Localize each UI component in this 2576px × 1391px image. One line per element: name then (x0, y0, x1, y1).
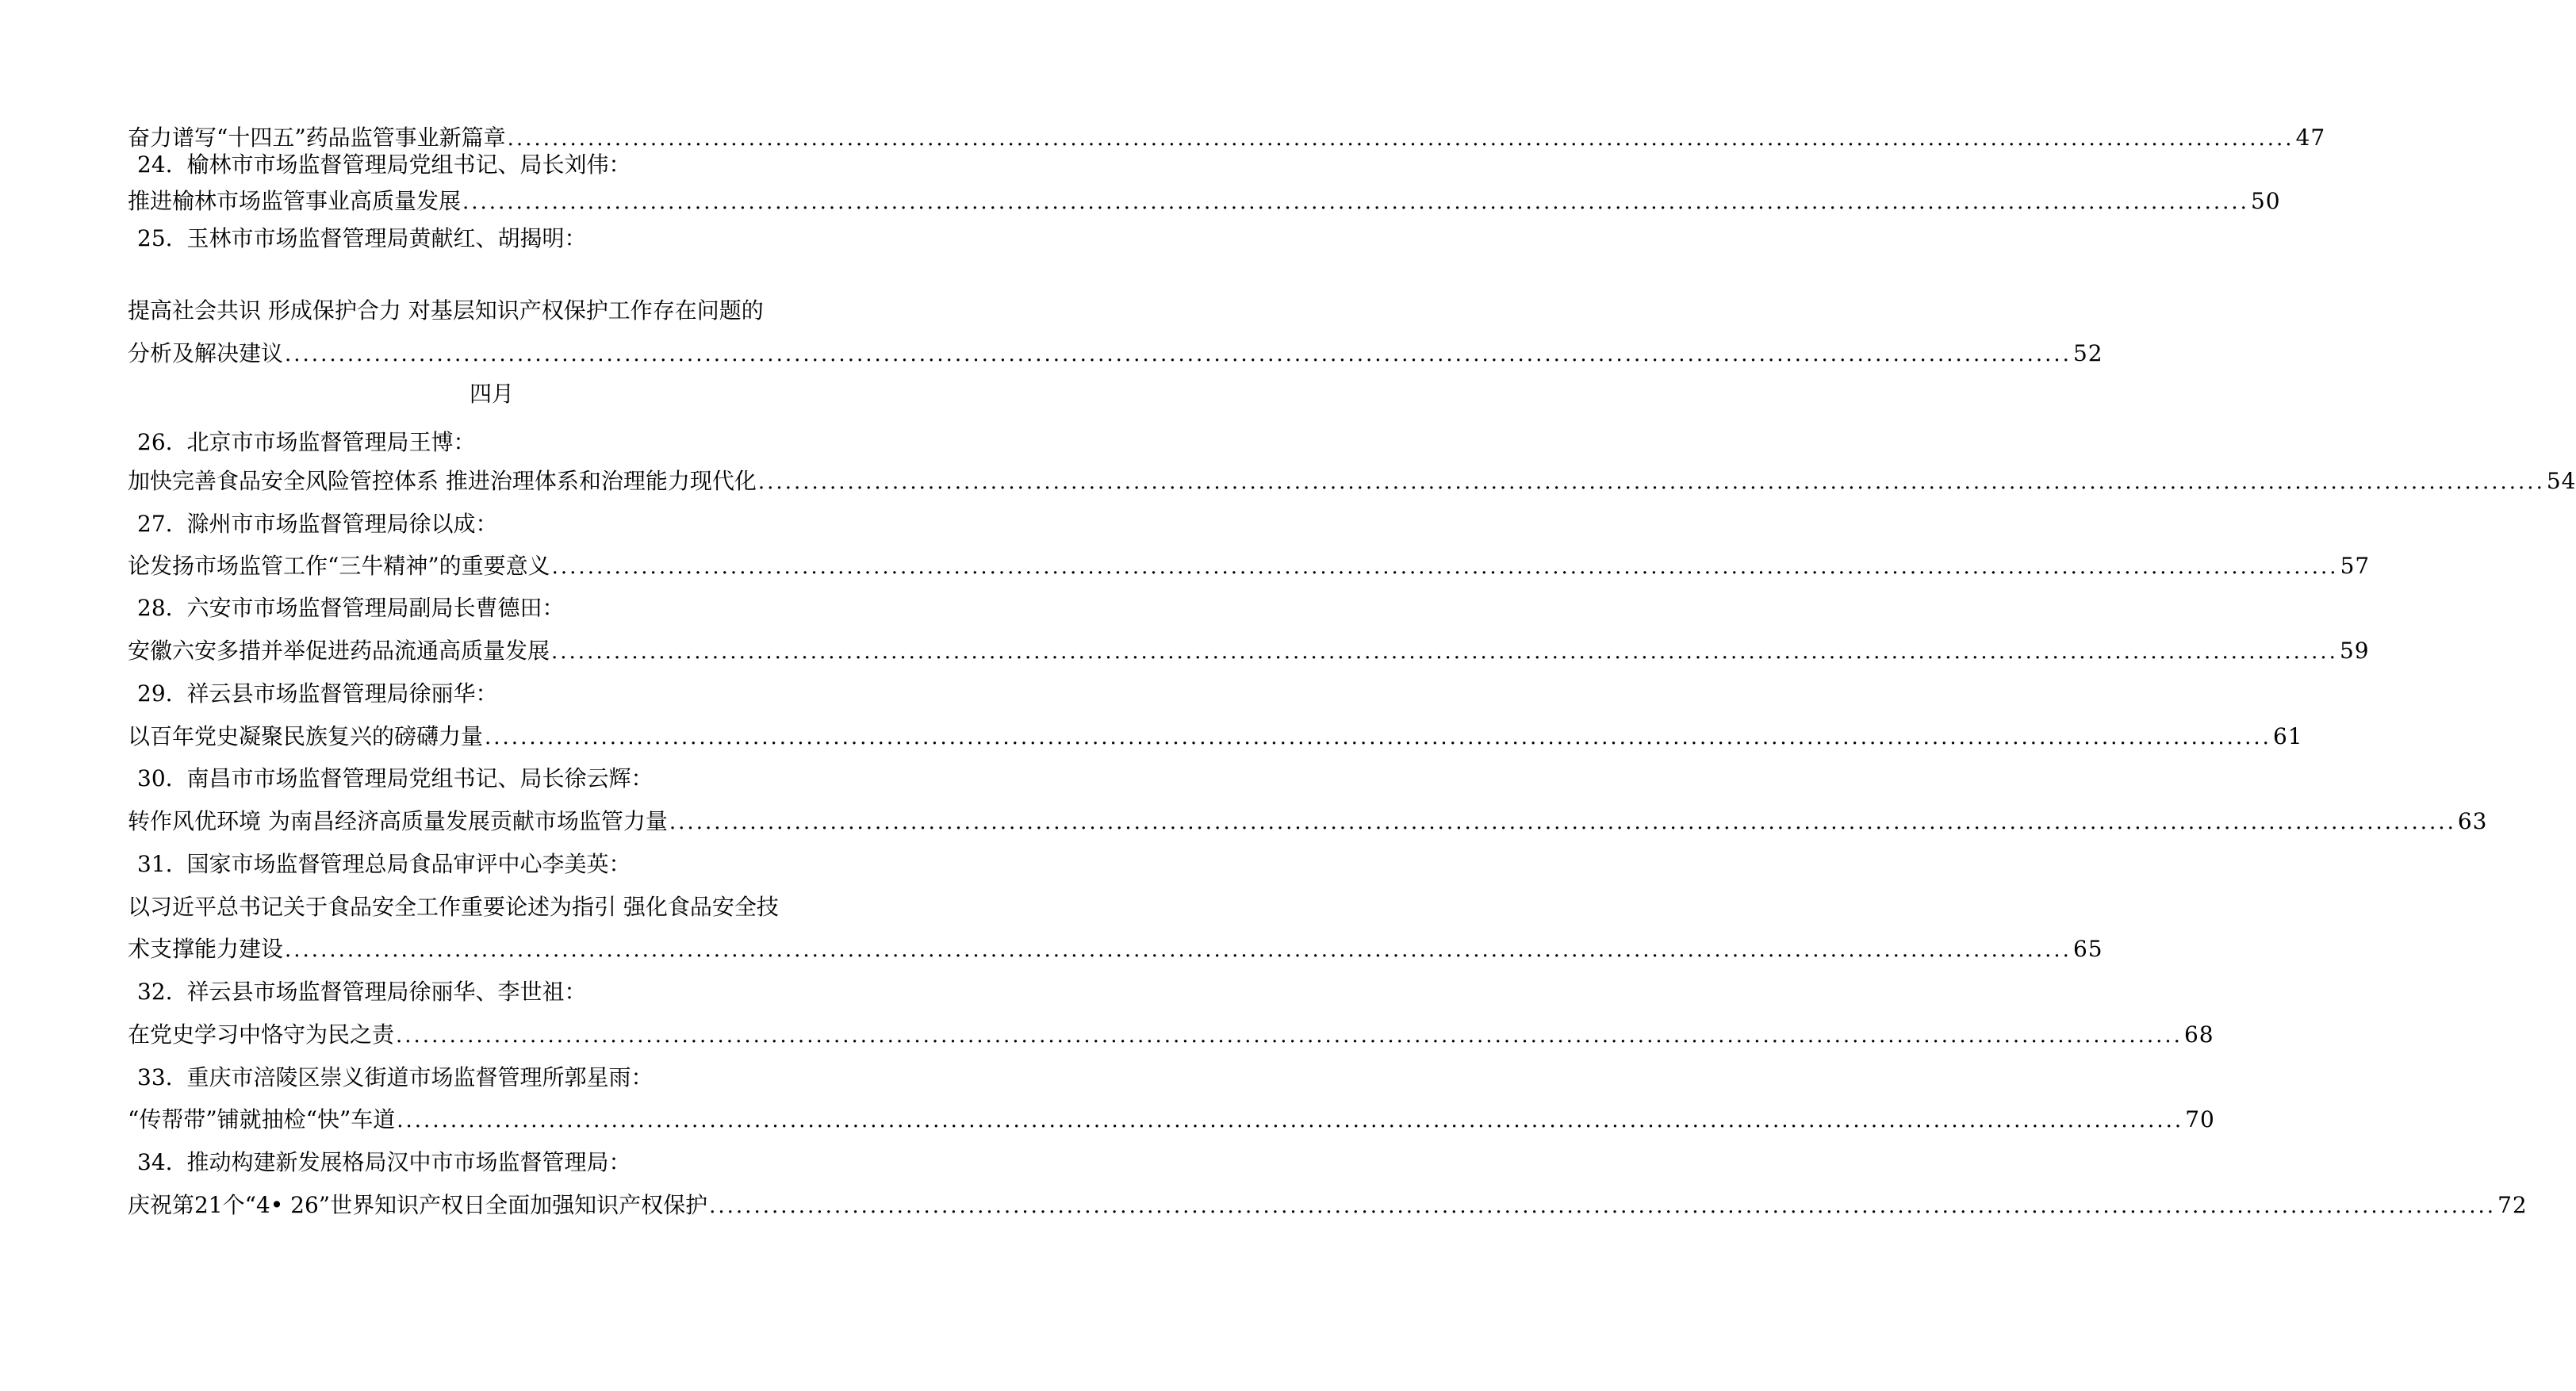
dot-leader: ........................................................................................................................................................................................................ (507, 127, 2294, 151)
page-number: 65 (2072, 936, 2103, 962)
entry-number: 33. (137, 1064, 173, 1090)
dot-leader: ........................................................................................................................................................................................................ (757, 470, 2545, 494)
entry-title: 提高社会共识 形成保护合力 对基层知识产权保护工作存在问题的 (128, 297, 764, 324)
entry-number: 31. (137, 851, 173, 877)
entry-author: 国家市场监督管理总局食品审评中心李美英： (186, 851, 631, 877)
entry-number: 25. (137, 225, 173, 251)
entry-number: 26. (137, 429, 173, 455)
entry-title: 分析及解决建议 (128, 340, 284, 366)
page-number: 59 (2339, 638, 2370, 664)
entry-title: 推进榆林市场监管事业高质量发展 (128, 188, 462, 214)
entry-author: 玉林市市场监督管理局黄献红、胡揭明： (186, 225, 587, 251)
entry-title: 以习近平总书记关于食品安全工作重要论述为指引 强化食品安全技 (128, 894, 779, 920)
toc-entry-title[interactable] (128, 545, 2371, 588)
toc-entry-author (137, 673, 945, 715)
entry-title: 庆祝第21个“4• 26”世界知识产权日全面加强知识产权保护 (128, 1192, 708, 1218)
entry-author: 祥云县市场监督管理局徐丽华： (186, 680, 498, 707)
toc-entry-title-line[interactable] (128, 289, 936, 332)
entry-title: 在党史学习中恪守为民之责 (128, 1021, 395, 1048)
dot-leader: ........................................................................................................................................................................................................ (669, 810, 2456, 834)
entry-title: 术支撑能力建设 (128, 936, 284, 962)
entry-number: 30. (137, 765, 173, 791)
dot-leader: ........................................................................................................................................................................................................ (551, 640, 2338, 664)
page-number: 61 (2272, 723, 2303, 749)
toc-entry-title[interactable] (128, 1184, 2528, 1227)
entry-number: 27. (137, 511, 173, 537)
entry-author: 六安市市场监督管理局副局长曹德田： (186, 595, 565, 621)
page-number: 50 (2250, 188, 2281, 214)
toc-entry-title[interactable] (128, 460, 2576, 503)
entry-author: 祥云县市场监督管理局徐丽华、李世祖： (186, 979, 587, 1005)
dot-leader: ........................................................................................................................................................................................................ (397, 1109, 2184, 1132)
toc-entry-author (137, 971, 945, 1014)
page-number: 72 (2497, 1192, 2528, 1218)
entry-number: 28. (137, 595, 173, 621)
entry-title: 奋力谱写“十四五”药品监管事业新篇章 (128, 125, 506, 151)
toc-entry-title-line[interactable] (128, 886, 936, 929)
toc-entry-title[interactable] (128, 1014, 2214, 1056)
entry-author: 重庆市涪陵区崇义街道市场监督管理所郭星雨： (186, 1064, 654, 1090)
entry-title: 加快完善食品安全风险管控体系 推进治理体系和治理能力现代化 (128, 468, 757, 494)
dot-leader: ........................................................................................................................................................................................................ (485, 726, 2271, 749)
entry-number: 34. (137, 1149, 173, 1175)
toc-entry-title[interactable] (128, 180, 2281, 223)
toc-entry-author (137, 757, 945, 800)
dot-leader: ........................................................................................................................................................................................................ (709, 1194, 2497, 1218)
toc-entry-author (137, 503, 945, 546)
toc-entry-title[interactable] (128, 332, 2103, 375)
dot-leader: ........................................................................................................................................................................................................ (285, 343, 2072, 366)
page-number: 47 (2295, 125, 2326, 151)
entry-number: 29. (137, 680, 173, 707)
entry-author: 榆林市市场监督管理局党组书记、局长刘伟： (186, 151, 631, 178)
page-number: 57 (2340, 553, 2371, 579)
entry-author: 推动构建新发展格局汉中市市场监督管理局： (186, 1149, 631, 1175)
toc-entry-author (137, 217, 945, 260)
toc-entry-author (137, 1141, 945, 1184)
entry-number: 24. (137, 151, 173, 178)
toc-entry-author (137, 587, 945, 630)
toc-entry-author (137, 1056, 945, 1099)
entry-title: 安徽六安多措并举促进药品流通高质量发展 (128, 638, 550, 664)
entry-title: 转作风优环境 为南昌经济高质量发展贡献市场监管力量 (128, 808, 668, 834)
toc-entry-title[interactable] (128, 1098, 2215, 1141)
page-number: 52 (2072, 340, 2103, 366)
page-number: 70 (2185, 1106, 2215, 1132)
toc-entry-title[interactable] (128, 928, 2103, 971)
page-number: 63 (2457, 808, 2488, 834)
entry-author: 北京市市场监督管理局王博： (186, 429, 476, 455)
toc-entry-title[interactable] (128, 715, 2303, 758)
dot-leader: ........................................................................................................................................................................................................ (551, 555, 2339, 579)
entry-title: 论发扬市场监管工作“三牛精神”的重要意义 (128, 553, 550, 579)
page-number: 54 (2546, 468, 2576, 494)
entry-title: “传帮带”铺就抽检“快”车道 (128, 1106, 396, 1132)
dot-leader: ........................................................................................................................................................................................................ (396, 1024, 2183, 1048)
entry-title: 以百年党史凝聚民族复兴的磅礴力量 (128, 723, 484, 749)
toc-entry-title[interactable] (128, 800, 2488, 843)
entry-number: 32. (137, 979, 173, 1005)
toc-entry-author (137, 843, 945, 886)
toc-entry-title[interactable] (128, 630, 2370, 673)
dot-leader: ........................................................................................................................................................................................................ (462, 190, 2249, 214)
dot-leader: ........................................................................................................................................................................................................ (285, 938, 2072, 962)
page-number: 68 (2183, 1021, 2214, 1048)
month-heading: 四月 (469, 381, 514, 407)
entry-author: 滁州市市场监督管理局徐以成： (186, 511, 498, 537)
toc-entry-author (137, 421, 945, 464)
entry-author: 南昌市市场监督管理局党组书记、局长徐云辉： (186, 765, 654, 791)
